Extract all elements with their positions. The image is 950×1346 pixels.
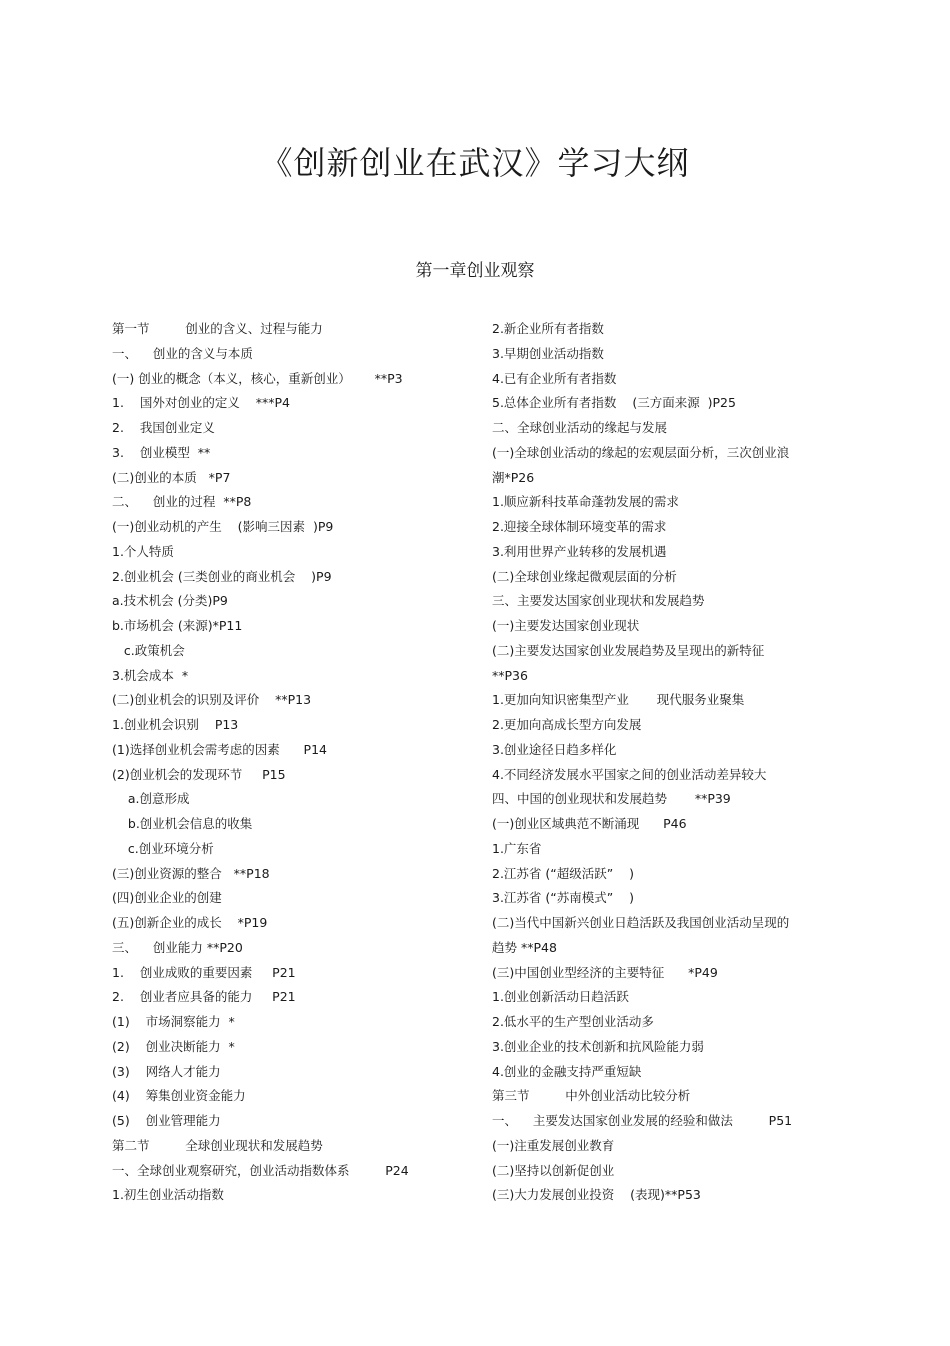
outline-line: 1.初生创业活动指数 — [112, 1187, 224, 1203]
outline-line: (三)中国创业型经济的主要特征 *P49 — [492, 964, 718, 980]
outline-line: (二)创业机会的识别及评价 **P13 — [112, 692, 312, 708]
outline-line: (二)创业的本质 *P7 — [112, 469, 231, 485]
outline-line: 1. 创业成败的重要因素 P21 — [112, 964, 296, 980]
outline-line: a.创意形成 — [112, 791, 190, 807]
outline-line: c.创业环境分析 — [112, 840, 214, 856]
document-title: 《创新创业在武汉》学习大纲 — [260, 144, 690, 182]
outline-line: 4.创业的金融支持严重短缺 — [492, 1063, 642, 1079]
outline-line: 2.新企业所有者指数 — [492, 321, 604, 336]
outline-line: (二)坚持以创新促创业 — [492, 1162, 615, 1178]
outline-line: 1.创业创新活动日趋活跃 — [492, 989, 629, 1005]
outline-line: 1.创业机会识别 P13 — [112, 717, 239, 732]
outline-line: (3) 网络人才能力 — [112, 1063, 221, 1079]
outline-line: 趋势 **P48 — [492, 939, 557, 955]
outline-line: (五)创新企业的成长 *P19 — [112, 915, 268, 930]
outline-line: 4.已有企业所有者指数 — [492, 370, 617, 386]
outline-line: 3.机会成本 * — [112, 667, 189, 683]
outline-line: 2.更加向高成长型方向发展 — [492, 717, 642, 732]
outline-line: 1.顺应新科技革命蓬勃发展的需求 — [492, 494, 679, 510]
outline-line: (一)主要发达国家创业现状 — [492, 618, 640, 633]
outline-line: 四、中国的创业现状和发展趋势 **P39 — [492, 791, 731, 807]
chapter-heading: 第一章创业观察 — [415, 261, 535, 281]
outline-line: 二、全球创业活动的缘起与发展 — [492, 420, 668, 435]
outline-line: 1.个人特质 — [112, 543, 174, 559]
outline-line: 一、 主要发达国家创业发展的经验和做法 P51 — [492, 1113, 793, 1128]
outline-line: (二)全球创业缘起微观层面的分析 — [492, 568, 677, 584]
outline-line: a.技术机会 (分类)P9 — [112, 593, 228, 609]
outline-line: 2. 创业者应具备的能力 P21 — [112, 989, 296, 1005]
outline-line: (二)主要发达国家创业发展趋势及呈现出的新特征 — [492, 642, 765, 658]
outline-line: 2.江苏省 (“超级活跃” ) — [492, 865, 634, 881]
outline-line: 3.江苏省 (“苏南模式” ) — [492, 890, 634, 906]
outline-line: b.创业机会信息的收集 — [112, 816, 253, 831]
outline-line: 5.总体企业所有者指数 (三方面来源 )P25 — [492, 395, 736, 411]
outline-line: (二)当代中国新兴创业日趋活跃及我国创业活动呈现的 — [492, 915, 790, 930]
outline-line: (2)创业机会的发现环节 P15 — [112, 766, 286, 782]
outline-line: 2.低水平的生产型创业活动多 — [492, 1014, 654, 1029]
outline-line: 3.早期创业活动指数 — [492, 345, 604, 361]
outline-line: 4.不同经济发展水平国家之间的创业活动差异较大 — [492, 766, 767, 782]
outline-line: 一、 创业的含义与本质 — [112, 345, 253, 361]
outline-line: (四)创业企业的创建 — [112, 890, 222, 906]
outline-line: 1.更加向知识密集型产业 现代服务业聚集 — [492, 692, 745, 708]
outline-line: (一) 创业的概念（本义，核心，重新创业） **P3 — [112, 370, 403, 386]
outline-line: 2. 我国创业定义 — [112, 420, 215, 435]
outline-right-column — [492, 317, 822, 1208]
outline-line: 1. 国外对创业的定义 ***P4 — [112, 395, 290, 411]
outline-line: 三、主要发达国家创业现状和发展趋势 — [492, 593, 705, 609]
outline-line: (1)选择创业机会需考虑的因素 P14 — [112, 741, 327, 757]
outline-line: 第三节 中外创业活动比较分析 — [492, 1088, 691, 1104]
outline-line: 2.创业机会 (三类创业的商业机会 )P9 — [112, 568, 332, 584]
outline-line: 第二节 全球创业现状和发展趋势 — [112, 1137, 323, 1153]
outline-line: (一)注重发展创业教育 — [492, 1137, 615, 1153]
outline-line: (4) 筹集创业资金能力 — [112, 1088, 246, 1104]
outline-line: 3.创业企业的技术创新和抗风险能力弱 — [492, 1038, 704, 1054]
outline-line: 1.广东省 — [492, 840, 542, 856]
outline-line: (2) 创业决断能力 * — [112, 1038, 235, 1054]
outline-line: (1) 市场洞察能力 * — [112, 1014, 235, 1029]
outline-line: 2.迎接全球体制环境变革的需求 — [492, 519, 667, 534]
outline-line: 3.利用世界产业转移的发展机遇 — [492, 543, 667, 559]
outline-line: 3.创业途径日趋多样化 — [492, 741, 617, 757]
outline-left-column — [112, 317, 462, 1208]
outline-line: 第一节 创业的含义、过程与能力 — [112, 321, 323, 336]
outline-line: (一)创业区域典范不断涌现 P46 — [492, 816, 687, 831]
outline-line: (5) 创业管理能力 — [112, 1113, 221, 1128]
outline-line: (一)创业动机的产生 (影响三因素 )P9 — [112, 519, 334, 534]
outline-line: **P36 — [492, 667, 528, 683]
outline-line: 潮*P26 — [492, 469, 535, 485]
outline-line: 二、 创业的过程 **P8 — [112, 494, 252, 510]
outline-line: 3. 创业模型 ** — [112, 444, 211, 460]
outline-line: (三)创业资源的整合 **P18 — [112, 865, 270, 881]
outline-line: 一、全球创业观察研究，创业活动指数体系 P24 — [112, 1162, 409, 1178]
outline-line: (一)全球创业活动的缘起的宏观层面分析，三次创业浪 — [492, 444, 790, 460]
outline-line: b.市场机会 (来源)*P11 — [112, 618, 243, 633]
outline-line: c.政策机会 — [112, 642, 185, 658]
outline-line: (三)大力发展创业投资 (表现)**P53 — [492, 1187, 701, 1203]
outline-line: 三、 创业能力 **P20 — [112, 939, 243, 955]
